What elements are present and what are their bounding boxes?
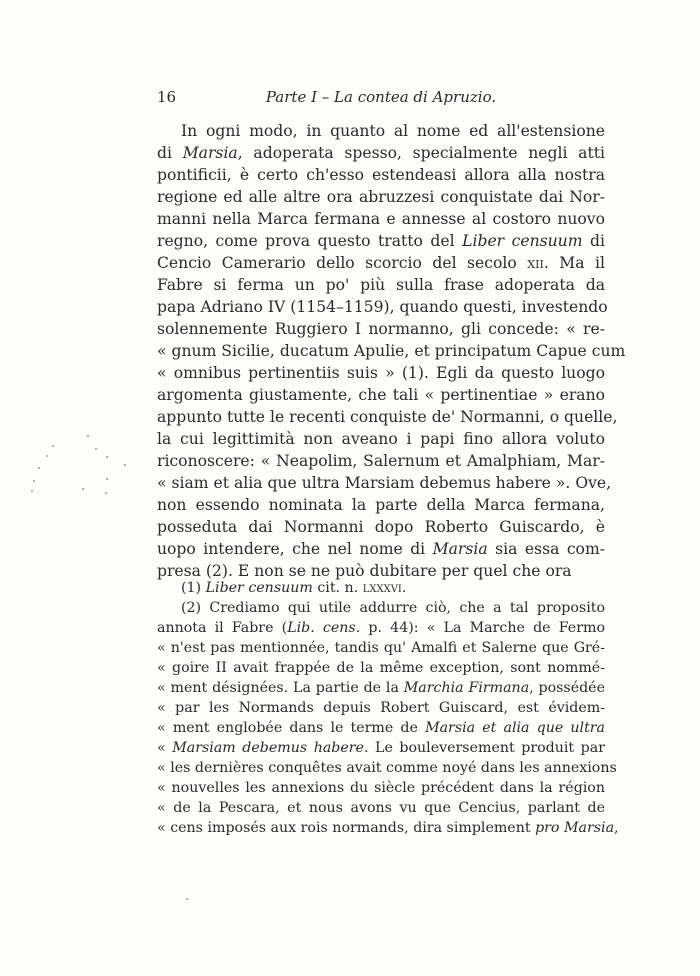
footnote-line: « ment englobée dans le terme de Marsia et alia que ultra — [157, 720, 606, 736]
footnotes — [157, 578, 619, 838]
text-line: appunto tutte le recenti conquiste de' Normanni, o quelle, — [157, 408, 618, 426]
main-text — [157, 120, 626, 582]
text-line: regno, come prova questo tratto del Liber censuum di — [157, 232, 605, 250]
footnote-line: « Marsiam debemus habere. Le bouleversement produit par — [157, 740, 605, 756]
footnote-line: « ment désignées. La partie de la Marchia Firmana, possédée — [157, 680, 605, 696]
text-line: « siam et alia que ultra Marsiam debemus habere ». Ove, — [157, 474, 612, 492]
footnote-line: « goire II avait frappée de la même exception, sont nommé- — [157, 660, 605, 676]
text-line: Fabre si ferma un po' più sulla frase adoperata da — [157, 276, 605, 294]
text-line: posseduta dai Normanni dopo Roberto Guiscardo, è — [157, 518, 605, 536]
footnote-line: (1) Liber censuum cit. n. lxxxvi. — [181, 580, 407, 596]
text-line: presa (2). E non se ne può dubitare per quel che ora — [157, 562, 572, 580]
text-line: non essendo nominata la parte della Marca fermana, — [157, 496, 605, 514]
footnote-line: « cens imposés aux rois normands, dira simplement pro Marsia, — [157, 820, 619, 836]
footnote-line: « les dernières conquêtes avait comme noyé dans les annexions — [157, 760, 617, 776]
text-line: regione ed alle altre ora abruzzesi conquistate dai Nor- — [157, 188, 605, 206]
text-line: papa Adriano IV (1154–1159), quando questi, investendo — [157, 298, 608, 316]
text-line: « gnum Sicilie, ducatum Apulie, et principatum Capue cum — [157, 342, 626, 360]
running-head: Parte I – La contea di Apruzio. — [265, 88, 497, 106]
footnote-line: « nouvelles les annexions du siècle précédent dans la région — [157, 780, 605, 796]
text-line: solennemente Ruggiero I normanno, gli concede: « re- — [157, 320, 605, 338]
text-line: « omnibus pertinentiis suis » (1). Egli da questo luogo — [157, 364, 605, 382]
text-line: riconoscere: « Neapolim, Salernum et Amalphiam, Mar- — [157, 452, 605, 470]
text-line: pontificii, è certo ch'esso estendeasi allora alla nostra — [157, 166, 605, 184]
text-line: argomenta giustamente, che tali « pertinentiae » erano — [157, 386, 605, 404]
footnote-line: annota il Fabre (Lib. cens. p. 44): « La Marche de Fermo — [157, 620, 605, 636]
text-line: Cencio Camerario dello scorcio del secolo xii. Ma il — [157, 254, 605, 272]
text-line: la cui legittimità non aveano i papi fino allora voluto — [157, 430, 605, 448]
text-line: di Marsia, adoperata spesso, specialmente negli atti — [157, 144, 605, 162]
page-number: 16 — [157, 88, 177, 106]
page-header — [157, 88, 605, 110]
footnote-line: (2) Crediamo qui utile addurre ciò, che a tal proposito — [181, 600, 605, 616]
footnote-line: « n'est pas mentionnée, tandis qu' Amalfi et Salerne que Gré- — [157, 640, 605, 656]
text-line: manni nella Marca fermana e annesse al costoro nuovo — [157, 210, 605, 228]
text-line: uopo intendere, che nel nome di Marsia sia essa com- — [157, 540, 605, 558]
text-line: In ogni modo, in quanto al nome ed all'estensione — [181, 122, 605, 140]
footnote-line: « par les Normands depuis Robert Guiscard, est évidem- — [157, 700, 605, 716]
footnote-line: « de la Pescara, et nous avons vu que Cencius, parlant de — [157, 800, 605, 816]
